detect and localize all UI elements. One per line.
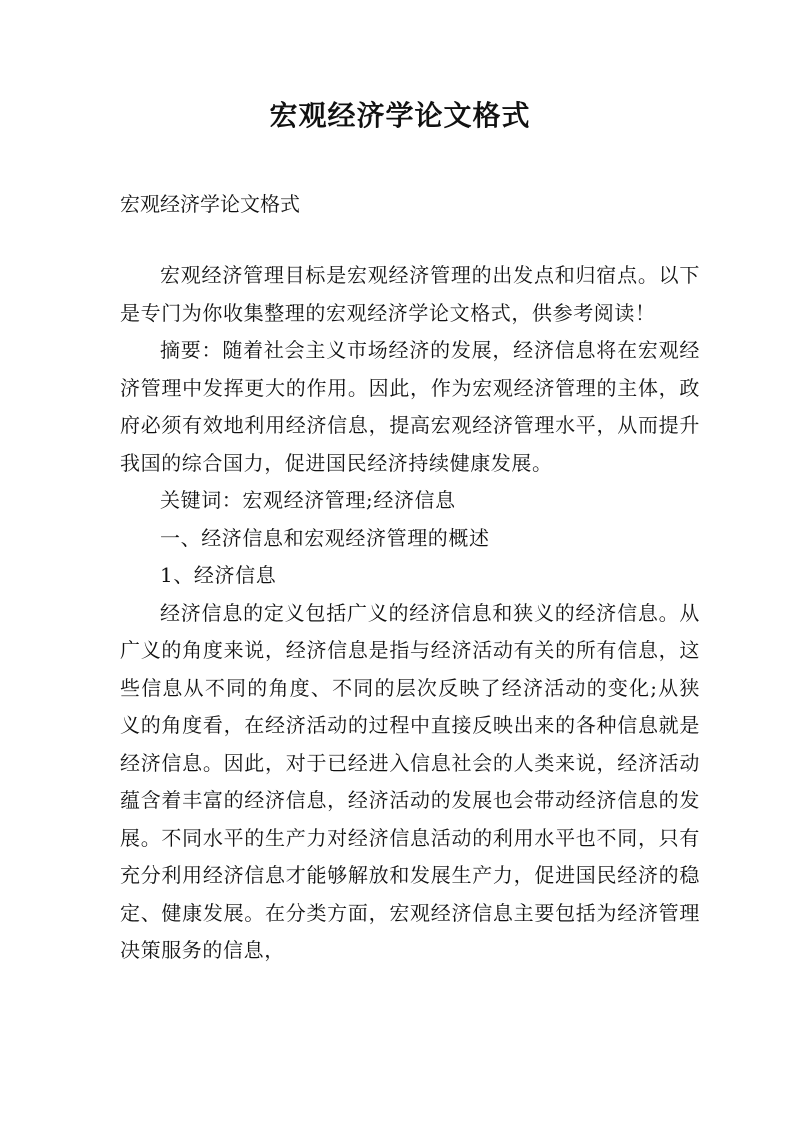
document-body <box>120 257 700 970</box>
section-heading: 一、经济信息和宏观经济管理的概述 <box>160 525 490 550</box>
keywords-paragraph: 关键词：宏观经济管理;经济信息 <box>160 488 456 512</box>
body-paragraph: 经济信息的定义包括广义的经济信息和狭义的经济信息。从广义的角度来说，经济信息是指与经济活动有关的所有信息，这些信息从不同的角度、不同的层次反映了经济活动的变化;从狭义的角度看，在经济活动的过程中直接反映出来的各种信息就是经济信息。因此，对于已经进入信息社会的人类来说，经济活动蕴含着丰富的经济信息，经济活动的发展也会带动经济信息的发展。不同水平的生产力对经济信息活动的利用水平也不同，只有充分利用经济信息才能够解放和发展生产力，促进国民经济的稳定、健康发展。在分类方面，宏观经济信息主要包括为经济管理决策服务的信息， <box>120 600 700 962</box>
intro-paragraph: 宏观经济管理目标是宏观经济管理的出发点和归宿点。以下是专门为你收集整理的宏观经济学论文格式，供参考阅读！ <box>120 263 700 325</box>
document-title: 宏观经济学论文格式 <box>269 99 531 132</box>
document-subtitle: 宏观经济学论文格式 <box>120 192 300 216</box>
abstract-paragraph: 摘要：随着社会主义市场经济的发展，经济信息将在宏观经济管理中发挥更大的作用。因此，作为宏观经济管理的主体，政府必须有效地利用经济信息，提高宏观经济管理水平，从而提升我国的综合国力，促进国民经济持续健康发展。 <box>120 338 700 475</box>
subsection-heading: 1、经济信息 <box>160 563 277 587</box>
